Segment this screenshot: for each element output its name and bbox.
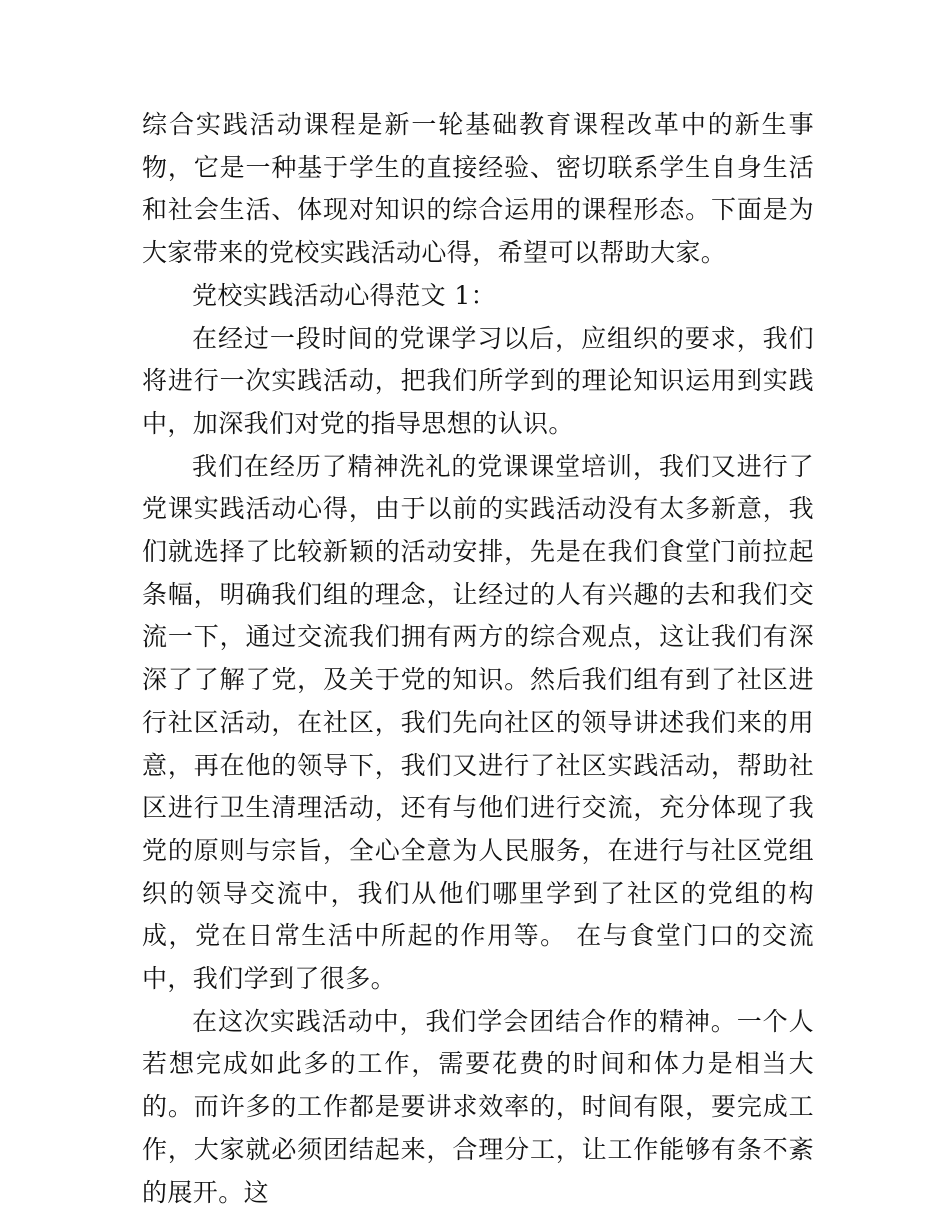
body-paragraph-2: 我们在经历了精神洗礼的党课课堂培训，我们又进行了党课实践活动心得，由于以前的实践活动没有太多新意，我们就选择了比较新颖的活动安排，先是在我们食堂门前拉起条幅，明确我们组的理念，让经过的人有兴趣的去和我们交流一下，通过交流我们拥有两方的综合观点，这让我们有深深了了解了党，及关于党的知识。然后我们组有到了社区进行社区活动，在社区，我们先向社区的领导讲述我们来的用意，再在他的领导下，我们又进行了社区实践活动，帮助社区进行卫生清理活动，还有与他们进行交流，充分体现了我党的原则与宗旨，全心全意为人民服务，在进行与社区党组织的领导交流中，我们从他们哪里学到了社区的党组的构成，党在日常生活中所起的作用等。 在与食堂门口的交流中，我们学到了很多。 — [142, 451, 814, 994]
body-paragraph-1: 在经过一段时间的党课学习以后，应组织的要求，我们将进行一次实践活动，把我们所学到的理论知识运用到实践中，加深我们对党的指导思想的认识。 — [142, 323, 814, 438]
document-page — [142, 104, 814, 1214]
sample-title: 党校实践活动心得范文 1： — [192, 280, 497, 310]
intro-paragraph: 综合实践活动课程是新一轮基础教育课程改革中的新生事物，它是一种基于学生的直接经验、密切联系学生自身生活和社会生活、体现对知识的综合运用的课程形态。下面是为大家带来的党校实践活动心得，希望可以帮助大家。 — [142, 110, 814, 268]
body-paragraph-3: 在这次实践活动中，我们学会团结合作的精神。一个人若想完成如此多的工作，需要花费的时间和体力是相当大的。而许多的工作都是要讲求效率的，时间有限，要完成工作，大家就必须团结起来，合理分工，让工作能够有条不紊的展开。这 — [142, 1006, 814, 1207]
